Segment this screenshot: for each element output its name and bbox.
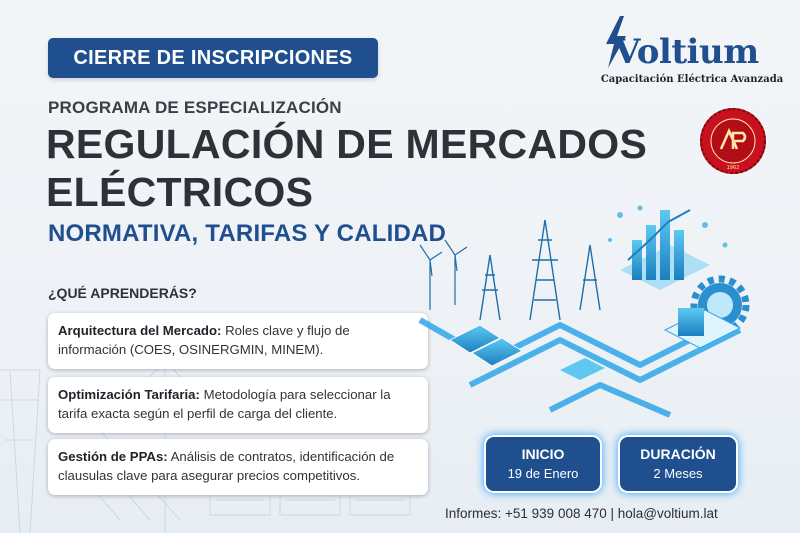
title-line-2: ELÉCTRICOS [46, 169, 314, 215]
seal-year: 1962 [726, 165, 740, 171]
topic-card-tariff-optimization [48, 377, 428, 433]
voltium-logo [600, 14, 784, 94]
duration-badge [620, 437, 736, 491]
wind-turbine-icon [420, 240, 467, 310]
logo-tagline: Capacitación Eléctrica Avanzada [600, 74, 784, 85]
duration-value: 2 Meses [653, 466, 703, 481]
program-label: PROGRAMA DE ESPECIALIZACIÓN [48, 98, 342, 117]
topic-card-ppa-management [48, 439, 428, 495]
transmission-tower-icon [480, 220, 600, 320]
start-value: 19 de Enero [507, 466, 579, 481]
topic-card-body: Análisis de contratos, identificación de clausulas clave para asegurar precios competitivos. [58, 449, 395, 483]
topic-card-body: Metodología para seleccionar la tarifa exacta según el perfil de carga del cliente. [58, 387, 391, 421]
contact-info: Informes: +51 939 008 470 | hola@voltium.lat [445, 506, 718, 521]
start-label: INICIO [521, 446, 565, 462]
bar-chart-icon [620, 210, 710, 290]
energy-grid-illustration [410, 200, 800, 430]
start-date-badge [486, 437, 600, 491]
topic-card-head: Gestión de PPAs: [58, 449, 168, 464]
logo-wordmark: Voltium [614, 32, 759, 72]
duration-label: DURACIÓN [640, 446, 716, 462]
page-subtitle: NORMATIVA, TARIFAS Y CALIDAD [48, 220, 447, 247]
cip-seal-logo [699, 107, 767, 175]
registration-closing-badge: CIERRE DE INSCRIPCIONES [48, 38, 378, 78]
topic-card-head: Arquitectura del Mercado: [58, 323, 222, 338]
title-line-1: REGULACIÓN DE MERCADOS [46, 121, 648, 167]
learn-heading: ¿QUÉ APRENDERÁS? [48, 285, 197, 301]
solar-panel-icon [450, 325, 522, 366]
topic-card-market-architecture [48, 313, 428, 369]
topic-card-head: Optimización Tarifaria: [58, 387, 200, 402]
topic-card-body: Roles clave y flujo de información (COES, OSINERGMIN, MINEM). [58, 323, 350, 357]
